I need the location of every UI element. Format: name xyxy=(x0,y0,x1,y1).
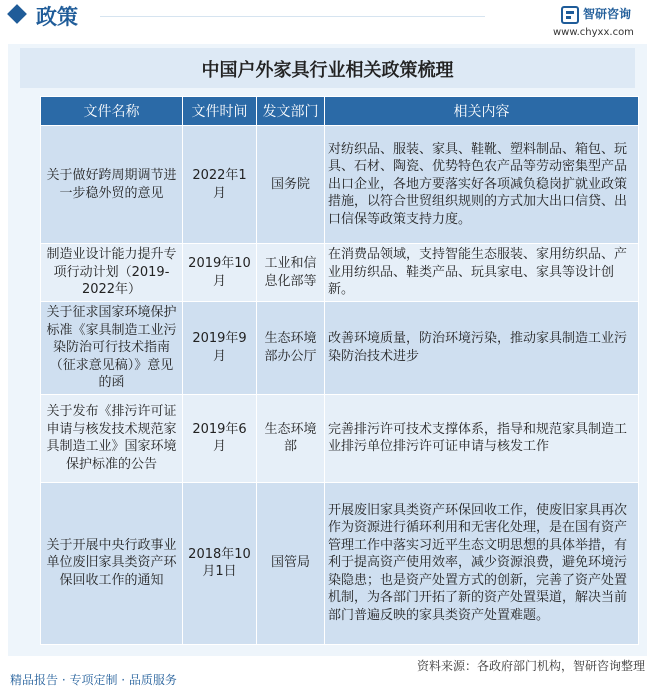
table-header-row xyxy=(41,97,639,126)
table-row xyxy=(41,394,639,482)
cell-date: 2019年10月 xyxy=(183,244,257,302)
header-divider xyxy=(100,16,485,17)
column-header-content: 相关内容 xyxy=(325,97,639,126)
cell-name: 制造业设计能力提升专项行动计划（2019-2022年） xyxy=(41,244,183,302)
column-header-date: 文件时间 xyxy=(183,97,257,126)
policy-table xyxy=(40,96,639,645)
footer-tagline: 精品报告 · 专项定制 · 品质服务 xyxy=(10,673,177,687)
cell-content: 开展废旧家具类资产环保回收工作，使废旧家具再次作为资源进行循环利用和无害化处理，是在国有资产管理工作中落实习近平生态文明思想的具体举措，有利于提高资产使用效率，减少资源浪费，避免环境污染隐患；也是资产处置方式的创新，完善了资产处置机制，为各部门开拓了新的资产处置渠道，解决当前部门普遍反映的家具类资产处置难题。 xyxy=(325,482,639,644)
cell-content: 在消费品领域，支持智能生态服装、家用纺织品、产业用纺织品、鞋类产品、玩具家电、家具等设计创新。 xyxy=(325,244,639,302)
column-header-dept: 发文部门 xyxy=(257,97,325,126)
cell-date: 2019年9月 xyxy=(183,302,257,395)
cell-dept: 国管局 xyxy=(257,482,325,644)
cell-dept: 工业和信息化部等 xyxy=(257,244,325,302)
table-row xyxy=(41,482,639,644)
brand-name: 智研咨询 xyxy=(583,7,632,21)
section-title: 政策 xyxy=(36,4,78,29)
page-header xyxy=(0,0,655,38)
table-row xyxy=(41,244,639,302)
cell-dept: 生态环境部 xyxy=(257,394,325,482)
diamond-icon xyxy=(7,4,27,24)
cell-content: 对纺织品、服装、家具、鞋靴、塑料制品、箱包、玩具、石材、陶瓷、优势特色农产品等劳动密集型产品出口企业，各地方要落实好各项减负稳岗扩就业政策措施，以符合世贸组织规则的方式加大出口信贷、出口信保等政策支持力度。 xyxy=(325,126,639,244)
cell-name: 关于征求国家环境保护标准《家具制造工业污染防治可行技术指南（征求意见稿）》意见的函 xyxy=(41,302,183,395)
cell-name: 关于开展中央行政事业单位废旧家具类资产环保回收工作的通知 xyxy=(41,482,183,644)
cell-content: 改善环境质量，防治环境污染，推动家具制造工业污染防治技术进步 xyxy=(325,302,639,395)
column-header-name: 文件名称 xyxy=(41,97,183,126)
table-row xyxy=(41,302,639,395)
cell-date: 2019年6月 xyxy=(183,394,257,482)
cell-name: 关于做好跨周期调节进一步稳外贸的意见 xyxy=(41,126,183,244)
brand-logo-icon xyxy=(561,6,579,24)
brand-url: www.chyxx.com xyxy=(553,27,634,38)
source-note: 资料来源：各政府部门机构，智研咨询整理 xyxy=(416,659,645,673)
cell-name: 关于发布《排污许可证申请与核发技术规范家具制造工业》国家环境保护标准的公告 xyxy=(41,394,183,482)
document-title: 中国户外家具行业相关政策梳理 xyxy=(201,60,454,81)
cell-date: 2022年1月 xyxy=(183,126,257,244)
title-bar xyxy=(20,48,635,88)
cell-content: 完善排污许可技术支撑体系，指导和规范家具制造工业排污单位排污许可证申请与核发工作 xyxy=(325,394,639,482)
cell-dept: 国务院 xyxy=(257,126,325,244)
table-row xyxy=(41,126,639,244)
cell-dept: 生态环境部办公厅 xyxy=(257,302,325,395)
cell-date: 2018年10月1日 xyxy=(183,482,257,644)
